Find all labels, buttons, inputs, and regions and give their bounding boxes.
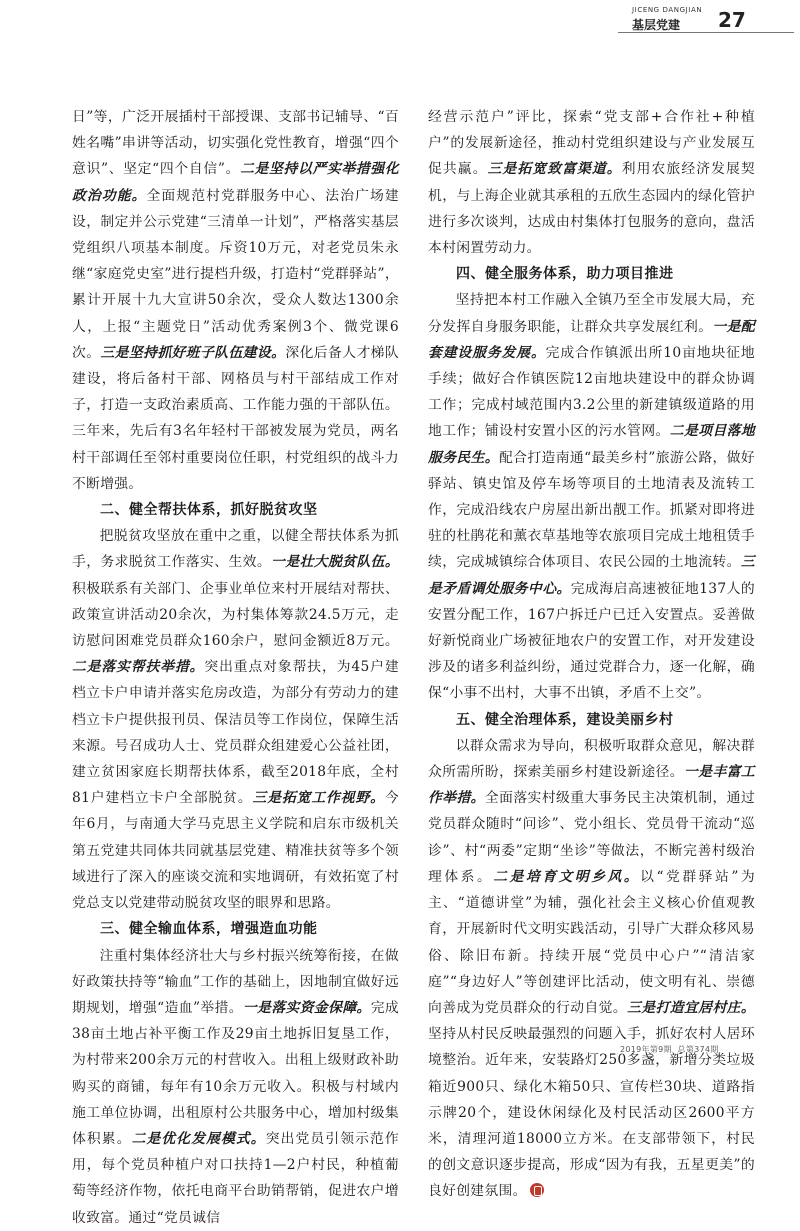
emphasis: 二是落实帮扶举措。 [72,659,205,676]
emphasis: 三是打造宜居村庄。 [627,999,756,1016]
paragraph: 注重村集体经济壮大与乡村振兴统筹衔接，在做好政策扶持等“输血”工作的基础上，因地制宜做好远期规划，增强“造血”举措。一是落实资金保障。完成38亩土地占补平衡工作及29亩土地拆旧复垦工作，为村带来200余万元的村营收入。出租上级财政补助购买的商铺，每年有10余万元收入。积极与村域内施工单位协调，出租原村公共服务中心，增加村级集体积累。二是优化发展模式。突出党员引领示范作用，每个党员种植户对口扶持1—2户村民，种植葡萄等经济作物，依托电商平台助销帮销，促进农户增收致富。通过“党员诚信 [72,947,400,1226]
emphasis: 三是拓宽致富渠道。 [487,161,622,178]
paragraph: 经营示范户”评比，探索“党支部+合作社+种植户”的发展新途径，推动村党组织建设与产业发展互促共赢。三是拓宽致富渠道。利用农旅经济发展契机，与上海企业就其承租的五欣生态园内的绿化管护进行多次谈判，达成由村集体打包服务的意向，盘活本村闲置劳动力。 [428,109,756,257]
emphasis: 三是矛盾调处服务中心。 [428,554,755,597]
emphasis: 一是落实资金保障。 [242,999,371,1016]
emphasis: 二是项目落地服务民生。 [428,423,755,466]
issue-number: 2019年第9期 [620,1045,672,1054]
magazine-name-en: JICENG DANGJIAN [632,6,703,14]
emphasis: 二是坚持以严实举措强化政治功能。 [72,161,399,204]
emphasis: 一是壮大脱贫队伍。 [271,554,400,571]
emphasis: 一是配套建设服务发展。 [428,318,755,361]
emphasis: 二是优化发展模式。 [131,1130,266,1147]
section-heading: 二、健全帮扶体系，抓好脱贫攻坚 [100,502,318,519]
section-heading: 五、健全治理体系，建设美丽乡村 [456,711,674,728]
page-footer [620,1044,800,1055]
emphasis: 一是丰富工作举措。 [428,764,756,807]
left-column [72,104,399,1231]
total-issue-number: 总第374期 [677,1045,719,1054]
paragraph: 日”等，广泛开展插村干部授课、支部书记辅导、“百姓名嘴”串讲等活动，切实强化党性教育，增强“四个意识”、坚定“四个自信”。二是坚持以严实举措强化政治功能。全面规范村党群服务中心、法治广场建设，制定并公示党建“三清单一计划”，严格落实基层党组织八项基本制度。斥资10万元，对老党员朱永继“家庭党史室”进行提档升级，打造村“党群驿站”，累计开展十九大宣讲50余次，受众人数达1300余人，上报“主题党日”活动优秀案例3个、微党课6次。三是坚持抓好班子队伍建设。深化后备人才梯队建设，将后备村干部、网格员与村干部结成工作对子，打造一支政治素质高、工作能力强的干部队伍。三年来，先后有3名年轻村干部被发展为党员，两名村干部调任至邻村重要岗位任职，村党组织的战斗力不断增强。 [72,109,399,492]
emphasis: 二是培育文明乡风。 [493,868,641,885]
section-heading: 四、健全服务体系，助力项目推进 [456,266,674,283]
paragraph: 把脱贫攻坚放在重中之重，以健全帮扶体系为抓手，务求脱贫工作落实、生效。一是壮大脱贫队伍。积极联系有关部门、企事业单位来村开展结对帮扶、政策宣讲活动20余次，为村集体筹款24.5万元，走访慰问困难党员群众160余户，慰问金额近8万元。二是落实帮扶举措。突出重点对象帮扶，为45户建档立卡户申请并落实危房改造，为部分有劳动力的建档立卡户提供报刊员、保洁员等工作岗位，保障生活来源。号召成功人士、党员群众组建爱心公益社团，建立贫困家庭长期帮扶体系，截至2018年底，全村81户建档立卡户全部脱贫。三是拓宽工作视野。今年6月，与南通大学马克思主义学院和启东市级机关第五党建共同体共同就基层党建、精准扶贫等多个领域进行了深入的座谈交流和实地调研，有效拓宽了村党总支以党建带动脱贫攻坚的眼界和思路。 [72,528,400,912]
page-number: 27 [718,8,746,32]
section-heading: 三、健全输血体系，增强造血功能 [100,921,318,938]
magazine-name-cn: 基层党建 [632,18,681,32]
header-rule [618,32,794,33]
emphasis: 三是拓宽工作视野。 [252,790,385,807]
paragraph: 坚持把本村工作融入全镇乃至全市发展大局，充分发挥自身服务职能，让群众共享发展红利。一是配套建设服务发展。完成合作镇派出所10亩地块征地手续；做好合作镇医院12亩地块建设中的群众协调工作；完成村域范围内3.2公里的新建镇级道路的用地工作；铺设村安置小区的污水管网。二是项目落地服务民生。配合打造南通“最美乡村”旅游公路，做好驿站、镇史馆及停车场等项目的土地清表及流转工作，完成沿线农户房屋出新出靓工作。抓紧对即将进驻的杜鹃花和薰衣草基地等农旅项目完成土地租赁手续，完成城镇综合体项目、农民公园的土地流转。三是矛盾调处服务中心。完成海启高速被征地137人的安置分配工作，167户拆迁户已迁入安置点。妥善做好新悦商业广场被征地农户的安置工作，对开发建设涉及的诸多利益纠纷，通过党群合力，逐一化解，确保“小事不出村，大事不出镇，矛盾不上交”。 [428,292,755,702]
emphasis: 三是坚持抓好班子队伍建设。 [100,344,286,361]
right-column [428,104,755,1205]
article-end-icon [530,1183,544,1197]
page-header [618,6,794,34]
paragraph: 以群众需求为导向，积极听取群众意见，解决群众所需所盼，探索美丽乡村建设新途径。一是丰富工作举措。全面落实村级重大事务民主决策机制，通过党员群众随时“问诊”、党小组长、党员骨干流动“巡诊”、村“两委”定期“坐诊”等做法，不断完善村级治理体系。二是培育文明乡风。以“党群驿站”为主、“道德讲堂”为辅，强化社会主义核心价值观教育，开展新时代文明实践活动，引导广大群众移风易俗、除旧布新。持续开展“党员中心户”“清洁家庭”“身边好人”等创建评比活动，使文明有礼、崇德向善成为党员群众的行动自觉。三是打造宜居村庄。坚持从村民反映最强烈的问题入手，抓好农村人居环境整治。近年来，安装路灯250多盏，新增分类垃圾箱近900只、绿化木箱50只、宣传栏30块、道路指示牌20个，建设休闲绿化及村民活动区2600平方米，清理河道18000立方米。在支部带领下，村民的创文意识逐步提高，形成“因为有我，五星更美”的良好创建氛围。 [428,737,756,1200]
